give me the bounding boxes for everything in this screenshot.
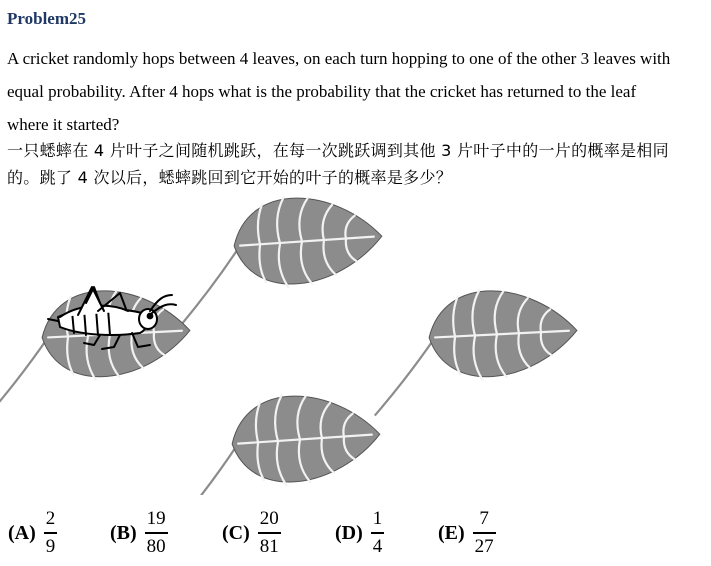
choice-d[interactable] xyxy=(335,505,384,561)
choice-label: (B) xyxy=(110,521,137,544)
choice-c[interactable] xyxy=(222,505,281,561)
leaf-right xyxy=(371,286,580,415)
numerator: 2 xyxy=(45,508,56,530)
fraction xyxy=(473,508,496,558)
numerator: 20 xyxy=(259,508,279,530)
fraction xyxy=(145,508,168,558)
fraction xyxy=(44,508,58,558)
chinese-line: 一只蟋蟀在 4 片叶子之间随机跳跃，在每一次跳跃调到其他 3 片叶子中的一片的概率是相同 xyxy=(7,141,669,160)
denominator: 81 xyxy=(259,535,279,557)
choice-label: (A) xyxy=(8,521,36,544)
denominator: 4 xyxy=(372,535,383,557)
chinese-line: 的。跳了 4 次以后，蟋蟀跳回到它开始的叶子的概率是多少？ xyxy=(7,168,453,187)
problem-text-chinese xyxy=(7,137,707,191)
problem-title: Problem25 xyxy=(7,9,87,28)
choice-label: (D) xyxy=(335,521,363,544)
fraction xyxy=(258,508,281,558)
choice-b[interactable] xyxy=(110,505,168,561)
english-line: where it started? xyxy=(7,115,120,134)
leaves-figure xyxy=(0,195,711,495)
english-line: equal probability. After 4 hops what is the probability that the cricket has returned to the leaf xyxy=(7,82,637,101)
choice-label: (E) xyxy=(438,521,465,544)
denominator: 27 xyxy=(474,535,494,557)
numerator: 1 xyxy=(372,508,383,530)
leaf-top xyxy=(175,195,386,325)
numerator: 19 xyxy=(146,508,166,530)
denominator: 80 xyxy=(146,535,166,557)
answer-choices xyxy=(0,505,711,566)
fraction xyxy=(371,508,385,558)
leaf-bottom xyxy=(173,390,384,495)
denominator: 9 xyxy=(45,535,56,557)
problem-text-english xyxy=(7,42,707,141)
numerator: 7 xyxy=(479,508,489,530)
choice-a[interactable] xyxy=(8,505,57,561)
english-line: A cricket randomly hops between 4 leaves, on each turn hopping to one of the other 3 leaves with xyxy=(7,49,671,68)
choice-label: (C) xyxy=(222,521,250,544)
choice-e[interactable] xyxy=(438,505,496,561)
